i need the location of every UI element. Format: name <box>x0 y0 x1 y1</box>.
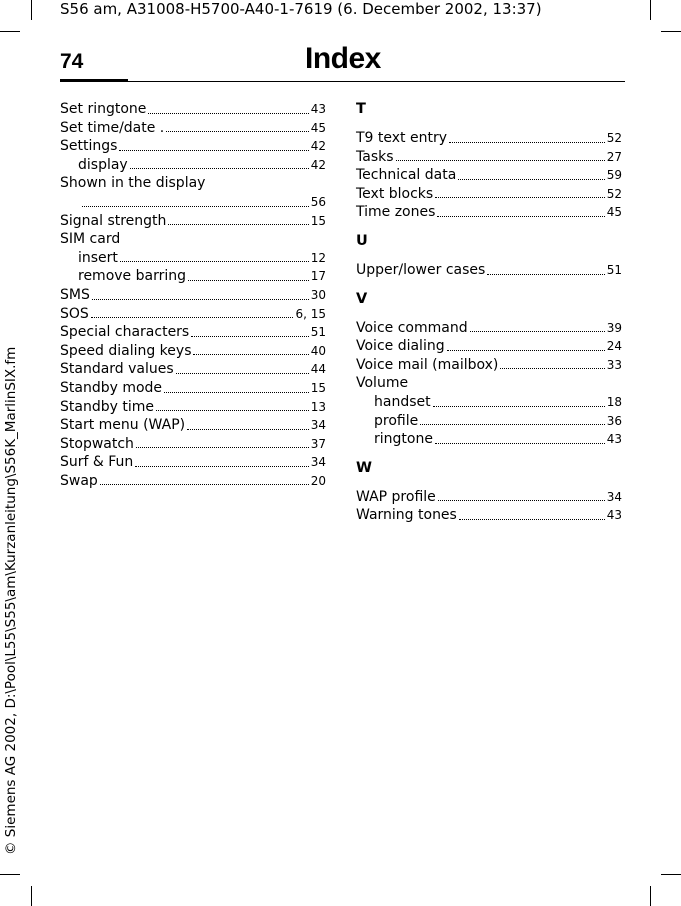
index-letter-heading: U <box>356 232 368 249</box>
crop-mark <box>661 874 681 875</box>
index-column-left <box>60 100 326 490</box>
index-subentry: 56 <box>60 193 326 212</box>
index-subentry: insert 12 <box>78 249 326 266</box>
crop-mark <box>650 0 651 20</box>
crop-mark <box>31 886 32 906</box>
copyright-side-note: © Siemens AG 2002, D:\Pool\L55\S55\am\Kurzanleitung\S56K_MarlinSIX.fm <box>3 346 19 855</box>
index-subentry: ringtone 43 <box>374 431 622 448</box>
index-entry: Signal strength 15 <box>60 212 326 229</box>
index-entry: Set ringtone 43 <box>60 101 326 117</box>
index-entry: Swap 20 <box>60 472 326 489</box>
index-subentry: display 42 <box>78 156 326 173</box>
index-entry: Surf & Fun 34 <box>60 454 326 471</box>
index-subentry: profile 36 <box>374 412 622 429</box>
index-entry-heading: SIM card <box>60 231 121 248</box>
index-entry-heading: Shown in the display <box>60 175 206 192</box>
crop-mark <box>661 31 681 32</box>
index-subentry: handset 18 <box>374 393 622 410</box>
index-entry: Start menu (WAP) 34 <box>60 417 326 434</box>
index-entry-heading: Volume <box>356 375 409 392</box>
index-entry: T9 text entry 52 <box>356 130 622 146</box>
index-entry: SOS 6, 15 <box>60 305 326 322</box>
index-letter-heading: W <box>356 459 372 476</box>
index-entry: Standby mode 15 <box>60 379 326 396</box>
index-entry: Tasks 27 <box>356 148 622 165</box>
crop-mark <box>0 874 20 875</box>
index-entry: Voice command 39 <box>356 319 622 336</box>
index-entry: Speed dialing keys 40 <box>60 342 326 359</box>
index-entry: Special characters 51 <box>60 324 326 341</box>
index-subentry: remove barring 17 <box>78 268 326 285</box>
crop-mark <box>0 31 20 32</box>
page-number: 74 <box>60 50 84 73</box>
index-letter-heading: V <box>356 290 368 307</box>
index-letter-heading: T <box>356 101 366 117</box>
index-column-right <box>356 100 622 525</box>
index-entry: Upper/lower cases 51 <box>356 261 622 278</box>
index-entry: Time zones 45 <box>356 204 622 221</box>
index-entry: Voice mail (mailbox) 33 <box>356 356 622 373</box>
index-entry: SMS 30 <box>60 286 326 303</box>
index-entry: Warning tones 43 <box>356 507 622 524</box>
page-title: Index <box>305 42 381 75</box>
index-entry: Technical data 59 <box>356 167 622 184</box>
index-entry: Standby time 13 <box>60 398 326 415</box>
index-entry: Voice dialing 24 <box>356 338 622 355</box>
crop-mark <box>31 0 32 20</box>
running-head: S56 am, A31008-H5700-A40-1-7619 (6. December 2002, 13:37) <box>60 0 542 18</box>
index-entry: Standard values 44 <box>60 361 326 378</box>
crop-mark <box>650 886 651 906</box>
index-entry: WAP profile 34 <box>356 488 622 505</box>
index-entry: Settings 42 <box>60 138 326 155</box>
header-rule <box>60 81 625 82</box>
index-entry: Stopwatch 37 <box>60 435 326 452</box>
index-entry: Set time/date . 45 <box>60 119 326 136</box>
index-entry: Text blocks 52 <box>356 185 622 202</box>
